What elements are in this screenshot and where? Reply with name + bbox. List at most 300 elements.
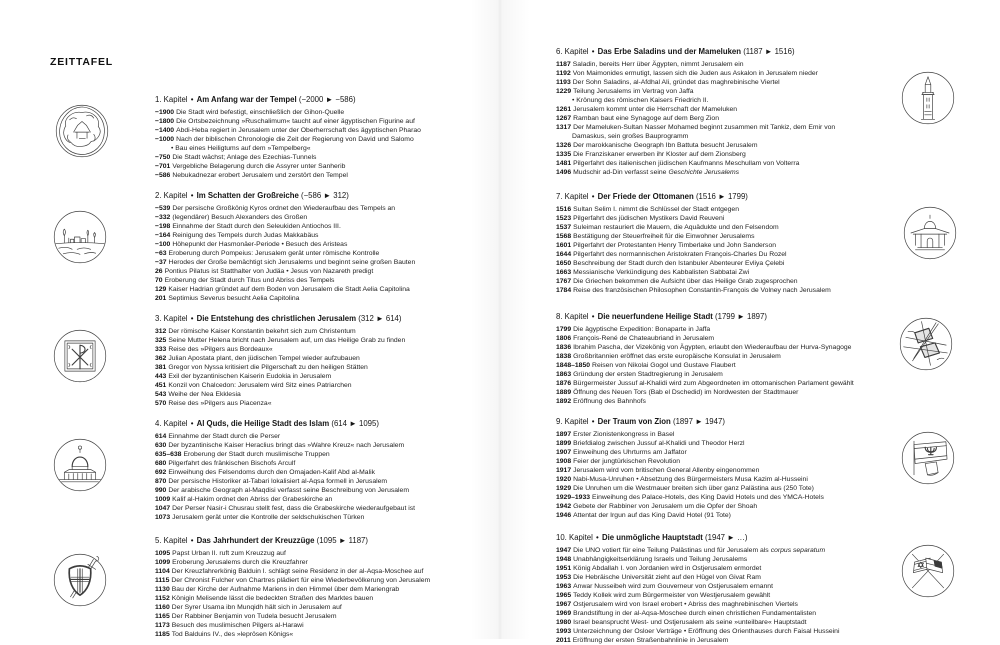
timeline-entry [556, 546, 906, 555]
entry-year: −586 [155, 172, 171, 179]
timeline-entry [155, 336, 495, 345]
chapter-title: Die neuerfundene Heilige Stadt [597, 312, 713, 321]
chapter-heading [556, 312, 906, 322]
timeline-entry [556, 370, 906, 379]
chapter-4 [155, 419, 495, 522]
entry-year: 1806 [556, 335, 572, 342]
entry-year: 1267 [556, 115, 572, 122]
entry-text: Nabi-Musa-Unruhen • Absetzung des Bürgermeisters Musa Kazim al-Husseini [573, 476, 808, 483]
entry-text: Die Stadt wächst; Anlage des Ezechias-Tunnels [172, 154, 317, 161]
chapter-heading [556, 533, 906, 543]
entry-year: 1663 [556, 269, 572, 276]
entry-year: 1601 [556, 242, 572, 249]
timeline-entry [155, 276, 495, 285]
chapter-range: (1947 ► …) [705, 533, 748, 542]
entry-year: 635–638 [155, 451, 182, 458]
entry-year: 1767 [556, 278, 572, 285]
entry-text: Der Rabbiner Benjamin von Tudela besucht Jerusalem [171, 613, 337, 620]
entry-year: 1185 [155, 631, 170, 638]
timeline-entry [155, 513, 495, 522]
timeline-entry [155, 267, 495, 276]
chapter-heading [556, 47, 906, 57]
chapter-heading [556, 417, 906, 427]
timeline-entry [556, 123, 906, 132]
entry-text: Seine Mutter Helena bricht nach Jerusalem auf, um das Heilige Grab zu finden [168, 337, 406, 344]
chapter-number: 10. Kapitel [556, 533, 593, 542]
chi-rho-icon [52, 328, 108, 384]
timeline-entry [556, 388, 906, 397]
entry-year: 2011 [556, 637, 571, 644]
entry-year: −539 [155, 205, 171, 212]
chapter-heading [155, 95, 495, 105]
entry-year: 1920 [556, 476, 572, 483]
entry-year: 1537 [556, 224, 572, 231]
entry-year: 1848–1850 [556, 362, 591, 369]
entry-text: Reise des »Pilgers aus Piacenza« [168, 400, 272, 407]
chapter-heading [155, 191, 495, 201]
timeline-entry [155, 450, 495, 459]
entry-year: 1099 [155, 559, 171, 566]
timeline-entry [556, 466, 906, 475]
chapter-7 [556, 192, 906, 295]
entry-text: Die Hebräische Universität zieht auf den Hügel von Givat Ram [573, 574, 761, 581]
timeline-entry [155, 576, 495, 585]
entry-text: Israel beansprucht West- und Ostjerusalem als seine »unteilbare« Hauptstadt [573, 619, 807, 626]
entry-year: 1317 [556, 124, 572, 131]
entry-text: • Bau eines Heiligtums auf dem »Tempelberg« [171, 145, 311, 152]
timeline-entry [155, 249, 495, 258]
chapter-separator: • [591, 417, 595, 426]
timeline-entry [556, 205, 906, 214]
entry-year: 1095 [155, 550, 171, 557]
entry-text: Julian Apostata plant, den jüdischen Tempel wieder aufzubauen [168, 355, 360, 362]
chapter-separator: • [591, 192, 595, 201]
chapter-2 [155, 191, 495, 303]
chapter-entries [155, 204, 495, 303]
timeline-entry [556, 268, 906, 277]
entry-text: Tod Balduins IV., des »leprösen Königs« [171, 631, 294, 638]
timeline-entry [155, 486, 495, 495]
entry-text: Beschreibung der Stadt durch den Istanbuler Abenteurer Evliya Çelebi [573, 260, 785, 267]
entry-text: Jerusalem wird vom britischen General Allenby eingenommen [573, 467, 760, 474]
timeline-entry [155, 567, 495, 576]
entry-text: Gebete der Rabbiner von Jerusalem um die Opfer der Shoah [573, 503, 758, 510]
timeline-entry [155, 345, 495, 354]
entry-text: Reisen von Nikolai Gogol und Gustave Flaubert [592, 362, 736, 369]
chapter-number: 3. Kapitel [155, 314, 188, 323]
entry-text: Öffnung des Neuen Tors (Bab el Dschedid) im Nordwesten der Stadtmauer [573, 389, 799, 396]
entry-text: Einnahme der Stadt durch die Perser [168, 433, 281, 440]
timeline-entry [556, 159, 906, 168]
entry-year: 333 [155, 346, 167, 353]
chapter-entries [155, 108, 495, 180]
entry-year: 1889 [556, 389, 572, 396]
chapter-range: (1897 ► 1947) [672, 417, 725, 426]
entry-text: Briefdialog zwischen Jussuf al-Khalidi und Theodor Herzl [573, 440, 745, 447]
timeline-entry [155, 459, 495, 468]
entry-year: 1929–1933 [556, 494, 591, 501]
timeline-entry [155, 285, 495, 294]
timeline-entry [556, 286, 906, 295]
entry-year: 1644 [556, 251, 572, 258]
chapter-range: (312 ► 614) [358, 314, 402, 323]
chapter-entries [556, 205, 906, 295]
entry-year: −1000 [155, 136, 175, 143]
timeline-entry [155, 468, 495, 477]
chapter-title: Im Schatten der Großreiche [196, 191, 299, 200]
entry-text: Ibrahim Pascha, der Vizekönig von Ägypten, erlaubt den Wiederaufbau der Hurva-Synagoge [573, 344, 852, 351]
timeline-entry [155, 504, 495, 513]
timeline-entry [556, 105, 906, 114]
chapter-number: 5. Kapitel [155, 536, 188, 545]
entry-text: Reise des französischen Philosophen Constantin-François de Volney nach Jerusalem [573, 287, 831, 294]
timeline-entry [155, 258, 495, 267]
timeline-entry [556, 96, 906, 105]
entry-text: Pilgerfahrt des italienischen jüdischen Kaufmanns Meschullam von Volterra [573, 160, 800, 167]
chapter-5 [155, 536, 495, 639]
entry-text: Einnahme der Stadt durch den Seleukiden Antiochos III. [172, 223, 341, 230]
entry-text: Eroberung der Stadt durch Titus und Abriss des Tempels [164, 277, 335, 284]
timeline-entry [556, 277, 906, 286]
entry-text: Der persische Großkönig Kyros ordnet den Wiederaufbau des Tempels an [172, 205, 396, 212]
entry-text: Eroberung Jerusalems durch die Kreuzfahrer [172, 559, 308, 566]
timeline-entry [556, 141, 906, 150]
chapter-separator: • [190, 95, 194, 104]
timeline-entry [556, 484, 906, 493]
page-title: ZEITTAFEL [50, 56, 113, 68]
timeline-entry [155, 621, 495, 630]
timeline-entry [556, 439, 906, 448]
entry-year: 1897 [556, 431, 572, 438]
entry-year: −198 [155, 223, 171, 230]
chapter-range: (1095 ► 1187) [316, 536, 368, 545]
timeline-entry [556, 343, 906, 352]
entry-year: 1942 [556, 503, 572, 510]
entry-year: 990 [155, 487, 167, 494]
entry-year: 1187 [556, 61, 571, 68]
timeline-entry [556, 573, 906, 582]
entry-year: 1073 [155, 514, 171, 521]
entry-text: Vergebliche Belagerung durch die Assyrer unter Sanherib [172, 163, 346, 170]
entry-text: Attentat der Irgun auf das King David Hotel (91 Tote) [573, 512, 731, 519]
timeline-entry [556, 397, 906, 406]
entry-year: 1948 [556, 556, 572, 563]
chapter-entries [556, 430, 906, 520]
entry-text: Höhepunkt der Hasmonäer-Periode • Besuch des Aristeas [172, 241, 348, 248]
chapter-separator: • [596, 533, 599, 542]
chapter-heading [155, 314, 495, 324]
timeline-entry [155, 204, 495, 213]
entry-year: 1104 [155, 568, 170, 575]
entry-text: Die Griechen bekommen die Aufsicht über das Heilige Grab zugesprochen [573, 278, 798, 285]
timeline-entry [155, 108, 495, 117]
chapter-entries [155, 327, 495, 408]
entry-year: 201 [155, 295, 167, 302]
chapter-title: Das Erbe Saladins und der Mameluken [597, 47, 742, 56]
entry-text: Der römische Kaiser Konstantin bekehrt sich zum Christentum [168, 328, 356, 335]
timeline-entry [155, 558, 495, 567]
entry-text: Anwar Nusseibeh wird zum Gouverneur von Ostjerusalem ernannt [573, 583, 773, 590]
chapter-8 [556, 312, 906, 406]
timeline-entry [155, 441, 495, 450]
entry-year: 1953 [556, 574, 572, 581]
timeline-entry [556, 241, 906, 250]
entry-text: Die Franziskaner erwerben ihr Kloster auf dem Zionsberg [573, 151, 746, 158]
timeline-entry [155, 372, 495, 381]
timeline-entry [155, 117, 495, 126]
entry-year: 1899 [556, 440, 572, 447]
chapter-entries [556, 325, 906, 406]
chapter-title: Der Friede der Ottomanen [597, 192, 694, 201]
timeline-entry [155, 231, 495, 240]
entry-year: 1863 [556, 371, 572, 378]
timeline-entry [556, 618, 906, 627]
entry-text: Saladin, bereits Herr über Ägypten, nimmt Jerusalem ein [572, 61, 744, 68]
entry-text: Der persische Historiker at-Tabari lokalisiert al-Aqsa formell in Jerusalem [168, 478, 388, 485]
chapter-title: Al Quds, die Heilige Stadt des Islam [196, 419, 330, 428]
entry-text: Eroberung durch Pompeius: Jerusalem gerät unter römische Kontrolle [168, 250, 380, 257]
chapter-heading [155, 419, 495, 429]
entry-text: Der Mameluken-Sultan Nasser Mohamed beginnt zusammen mit Tankiz, dem Emir von [573, 124, 836, 131]
entry-year: 70 [155, 277, 163, 284]
chapter-9 [556, 417, 906, 520]
timeline-entry [556, 60, 906, 69]
entry-year: 1130 [155, 586, 170, 593]
chapter-range: (614 ► 1095) [331, 419, 379, 428]
timeline-entry [556, 87, 906, 96]
timeline-entry [155, 585, 495, 594]
zionist-flag-icon [900, 430, 956, 486]
chapter-range: (1187 ► 1516) [743, 47, 795, 56]
entry-text: Eröffnung der ersten Straßenbahnlinie in Jerusalem [572, 637, 729, 644]
chapter-separator: • [190, 191, 194, 200]
entry-year: 1908 [556, 458, 572, 465]
timeline-entry [155, 495, 495, 504]
entry-year: 1192 [556, 70, 571, 77]
entry-text: Abdi-Heba regiert in Jerusalem unter der Oberherrschaft des ägyptischen Pharao [176, 127, 421, 134]
timeline-entry [556, 564, 906, 573]
timeline-entry [155, 294, 495, 303]
entry-year: 1047 [155, 505, 171, 512]
entry-text: Konzil von Chalcedon: Jerusalem wird Sitz eines Patriarchen [168, 382, 352, 389]
chapter-number: 6. Kapitel [556, 47, 589, 56]
entry-year: 570 [155, 400, 167, 407]
entry-year: 1965 [556, 592, 572, 599]
entry-year: 692 [155, 469, 167, 476]
timeline-entry [556, 600, 906, 609]
entry-text: Pilgerfahrt des jüdischen Mystikers David Reuveni [573, 215, 725, 222]
entry-text: Die Ortsbezeichnung »Ruschalimum« taucht auf einer ägyptischen Figurine auf [176, 118, 415, 125]
chapter-number: 9. Kapitel [556, 417, 589, 426]
entry-text: (legendärer) Besuch Alexanders des Großen [172, 214, 308, 221]
chapter-number: 7. Kapitel [556, 192, 589, 201]
timeline-entry [556, 114, 906, 123]
entry-year: 1650 [556, 260, 572, 267]
chapter-separator: • [190, 419, 194, 428]
entry-text: Herodes der Große bemächtigt sich Jerusalems und beginnt seine großen Bauten [168, 259, 416, 266]
entry-year: 26 [155, 268, 163, 275]
chapter-separator: • [591, 47, 595, 56]
timeline-entry [556, 555, 906, 564]
entry-text: Der byzantinische Kaiser Heraclius bringt das »Wahre Kreuz« nach Jerusalem [168, 442, 405, 449]
entry-year: 1152 [155, 595, 170, 602]
timeline-entry [556, 582, 906, 591]
entry-year: 1907 [556, 449, 572, 456]
entry-text: Die UNO votiert für eine Teilung Palästinas und für Jerusalem als [573, 547, 769, 554]
timeline-entry [556, 223, 906, 232]
entry-text: Unabhängigkeitserklärung Israels und Teilung Jerusalems [573, 556, 748, 563]
entry-year: 1335 [556, 151, 572, 158]
chapter-heading [556, 192, 906, 202]
timeline-entry [155, 390, 495, 399]
timeline-entry [556, 627, 906, 636]
entry-text: Bau der Kirche der Aufnahme Mariens in den Himmel über dem Mariengrab [171, 586, 400, 593]
entry-year: −332 [155, 214, 171, 221]
entry-year: 1947 [556, 547, 572, 554]
entry-text: Erster Zionistenkongress in Basel [573, 431, 675, 438]
entry-year: 443 [155, 373, 167, 380]
timeline-entry [155, 354, 495, 363]
timeline-entry [556, 132, 906, 141]
timeline-entry [155, 153, 495, 162]
entry-year: 1836 [556, 344, 572, 351]
entry-year: 543 [155, 391, 167, 398]
entry-year: 362 [155, 355, 167, 362]
chapter-separator: • [190, 314, 194, 323]
timeline-entry [556, 591, 906, 600]
entry-text: Der Chronist Fulcher von Chartres plädiert für eine Wiederbevölkerung von Jerusalem [171, 577, 431, 584]
entry-text: Papst Urban II. ruft zum Kreuzzug auf [172, 550, 286, 557]
timeline-entry [556, 493, 906, 502]
timeline-entry [556, 352, 906, 361]
entry-text: Weihe der Nea Ekklesia [168, 391, 241, 398]
entry-text: Exil der byzantinischen Kaiserin Eudokia in Jerusalem [168, 373, 332, 380]
chapter-range: (−586 ► 312) [301, 191, 349, 200]
entry-text: Suleiman restauriert die Mauern, die Aquädukte und den Felsendom [573, 224, 779, 231]
entry-text: Bürgermeister Jussuf al-Khalidi wird zum Abgeordneten im ottomanischen Parlament gewählt [573, 380, 854, 387]
entry-year: 325 [155, 337, 167, 344]
entry-year: 1160 [155, 604, 170, 611]
entry-text: Die Stadt wird befestigt, einschließlich der Gihon-Quelle [176, 109, 345, 116]
entry-text: François-René de Chateaubriand in Jerusalem [573, 335, 715, 342]
chapter-number: 8. Kapitel [556, 312, 589, 321]
entry-year: 1326 [556, 142, 572, 149]
entry-year: 1838 [556, 353, 572, 360]
timeline-entry [556, 379, 906, 388]
entry-text: Der arabische Geograph al-Maqdisi verfasst seine Beschreibung von Jerusalem [168, 487, 409, 494]
entry-text: Damaskus, sein großes Bauprogramm [572, 133, 689, 140]
entry-text: Nach der biblischen Chronologie die Zeit der Regierung von David und Salomo [176, 136, 414, 143]
timeline-entry [556, 609, 906, 618]
entry-text: Einweihung des Uhrturms am Jaffator [573, 449, 687, 456]
crossed-flags-icon [900, 543, 956, 599]
entry-text: Mudschir ad-Din verfasst seine [573, 169, 667, 176]
entry-text: Reise des »Pilgers aus Bordeaux« [168, 346, 273, 353]
timeline-entry [556, 168, 906, 177]
entry-text: Kaiser Hadrian gründet auf dem Boden von Jerusalem die Stadt Aelia Capitolina [168, 286, 410, 293]
timeline-entry [155, 144, 495, 153]
entry-text: Von Maimonides ermutigt, lassen sich die Juden aus Askalon in Jerusalem nieder [572, 70, 818, 77]
timeline-entry [556, 430, 906, 439]
entry-text: Besuch des muslimischen Pilgers al-Harawi [171, 622, 304, 629]
timeline-entry [556, 232, 906, 241]
entry-year: 630 [155, 442, 167, 449]
entry-year: 1481 [556, 160, 572, 167]
timeline-entry [155, 162, 495, 171]
entry-year: −164 [155, 232, 171, 239]
chapter-entries [155, 432, 495, 522]
entry-text: Einweihung des Felsendoms durch den Omajaden-Kalif Abd al-Malik [168, 469, 376, 476]
entry-text: • Krönung des römischen Kaisers Friedrich II. [572, 97, 709, 104]
chapter-title: Am Anfang war der Tempel [196, 95, 297, 104]
chapter-number: 2. Kapitel [155, 191, 188, 200]
entry-text: Jerusalem kommt unter die Herrschaft der Mameluken [573, 106, 738, 113]
entry-text: Teddy Kollek wird zum Bürgermeister von Westjerusalem gewählt [573, 592, 771, 599]
timeline-entry [155, 222, 495, 231]
chapter-entries [556, 546, 906, 645]
entry-year: 1516 [556, 206, 572, 213]
entry-text: Großbritannien eröffnet das erste europäische Konsulat in Jerusalem [573, 353, 781, 360]
entry-text: Die ägyptische Expedition: Bonaparte in Jaffa [573, 326, 711, 333]
entry-text: Der Kreuzfahrerkönig Balduin I. schlägt seine Residenz in der al-Aqsa-Moschee auf [171, 568, 424, 575]
timeline-entry [556, 325, 906, 334]
chapter-title: Das Jahrhundert der Kreuzzüge [196, 536, 315, 545]
timeline-entry [556, 361, 906, 370]
chapter-title: Die unmögliche Hauptstadt [601, 533, 703, 542]
entry-text: Der Perser Nasir-i Chusrau stellt fest, dass die Grabeskirche wiederaufgebaut ist [172, 505, 416, 512]
chapter-separator: • [591, 312, 595, 321]
entry-year: 129 [155, 286, 167, 293]
entry-year: 1115 [155, 577, 170, 584]
entry-year: 1993 [556, 628, 572, 635]
entry-text: Kalif al-Hakim ordnet den Abriss der Grabeskirche an [172, 496, 333, 503]
entry-text: Feier der jungtürkischen Revolution [573, 458, 681, 465]
entry-text: Pontius Pilatus ist Statthalter von Judäa • Jesus von Nazareth predigt [164, 268, 374, 275]
timeline-entry [155, 135, 495, 144]
entry-text: Septimius Severus besucht Aelia Capitolina [168, 295, 300, 302]
entry-text: Pilgerfahrt des normannischen Aristokraten François-Charles Du Rozel [573, 251, 787, 258]
entry-year: −100 [155, 241, 171, 248]
entry-text: Königin Melisende lässt die bedeckten Straßen des Marktes bauen [171, 595, 374, 602]
chapter-1 [155, 95, 495, 180]
entry-year: 1892 [556, 398, 572, 405]
entry-text: Jerusalem gerät unter die Kontrolle der seldschukischen Türken [172, 514, 365, 521]
chapter-6 [556, 47, 906, 177]
entry-text: Sultan Selim I. nimmt die Schlüssel der Stadt entgegen [573, 206, 739, 213]
timeline-entry [556, 511, 906, 520]
timeline-entry [155, 612, 495, 621]
chapter-heading [155, 536, 495, 546]
timeline-entry [155, 603, 495, 612]
entry-text: Reinigung des Tempels durch Judas Makkabäus [172, 232, 319, 239]
timeline-entry [155, 381, 495, 390]
chapter-separator: • [190, 536, 194, 545]
timeline-entry [155, 240, 495, 249]
entry-text: Gründung der ersten Stadtregierung in Jerusalem [573, 371, 723, 378]
entry-text: Die Unruhen um die Westmauer breiten sich über ganz Palästina aus (250 Tote) [573, 485, 814, 492]
timeline-entry [556, 448, 906, 457]
chapter-range: (1799 ► 1897) [715, 312, 767, 321]
entry-text: Teilung Jerusalems im Vertrag von Jaffa [573, 88, 694, 95]
dome-of-the-rock-icon [52, 437, 108, 493]
entry-year: 1946 [556, 512, 572, 519]
timeline-entry [556, 150, 906, 159]
entry-year: −701 [155, 163, 171, 170]
timeline-entry [556, 334, 906, 343]
entry-year: 1165 [155, 613, 170, 620]
timeline-entry [155, 171, 495, 180]
timeline-entry [556, 69, 906, 78]
